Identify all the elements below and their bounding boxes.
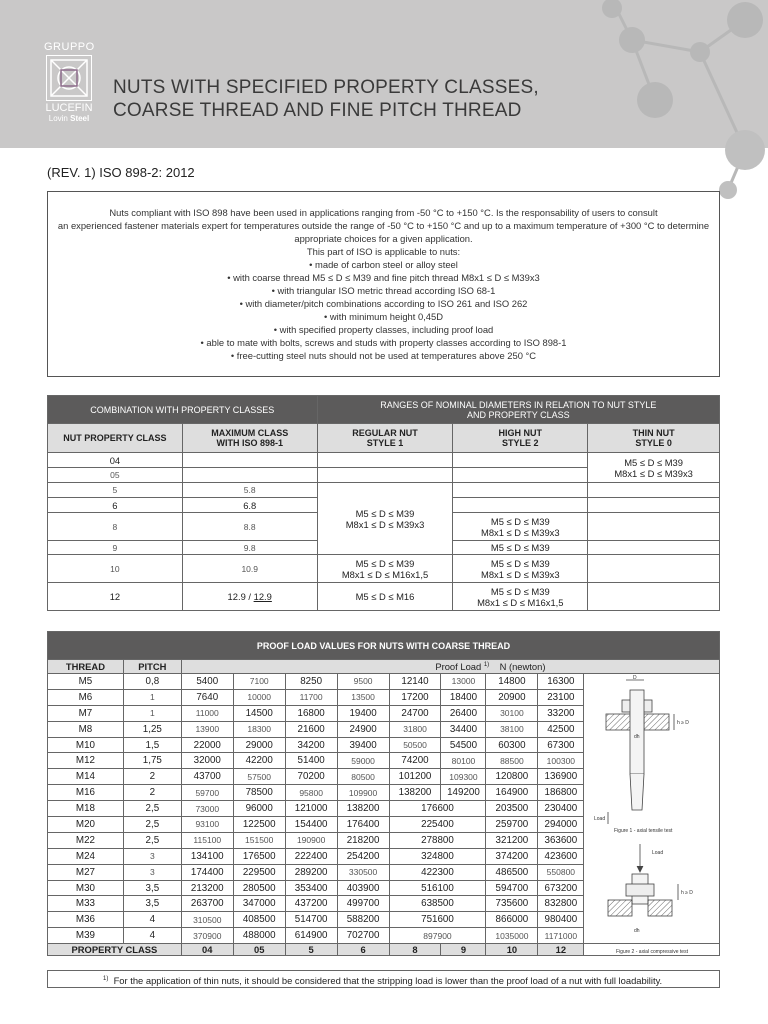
proof-load-cell: 403900 (337, 880, 389, 896)
svg-text:D: D (633, 675, 637, 681)
logo-bottom-text: LUCEFIN (45, 102, 93, 114)
proof-load-cell: 225400 (389, 817, 486, 833)
proof-load-cell: 735600 (486, 896, 538, 912)
proof-load-cell: 213200 (181, 880, 233, 896)
proof-load-cell: 751600 (389, 912, 486, 928)
col-thin-nut: THIN NUT STYLE 0 (588, 424, 720, 453)
proof-load-cell: 93100 (181, 817, 233, 833)
proof-load-cell: 51400 (285, 753, 337, 769)
proof-load-cell: 13000 (441, 674, 486, 690)
proof-load-cell: 14800 (486, 674, 538, 690)
proof-load-cell: 638500 (389, 896, 486, 912)
proof-load-cell: 12140 (389, 674, 441, 690)
proof-load-cell: 109300 (441, 769, 486, 785)
property-class-cell: 6 (337, 944, 389, 956)
proof-load-cell: 294000 (538, 817, 584, 833)
proof-load-cell: 42200 (233, 753, 285, 769)
thread-cell: M22 (48, 832, 124, 848)
note-line: appropriate choices for a given application. (294, 233, 473, 244)
property-class-cell: 5 (285, 944, 337, 956)
proof-load-cell: 60300 (486, 737, 538, 753)
proof-load-cell: 70200 (285, 769, 337, 785)
figure2-caption: Figure 2 - axial compressive test (616, 949, 688, 955)
pitch-cell: 2,5 (123, 832, 181, 848)
note-line: • able to mate with bolts, screws and studs with property classes according to ISO 898-1 (200, 337, 567, 348)
property-class-cell: 12 (538, 944, 584, 956)
proof-load-cell: 11000 (181, 705, 233, 721)
proof-load-cell: 80500 (337, 769, 389, 785)
proof-load-cell: 9500 (337, 674, 389, 690)
proof-load-cell: 54500 (441, 737, 486, 753)
proof-load-cell: 280500 (233, 880, 285, 896)
property-class-cell: 04 (181, 944, 233, 956)
property-class-cell: 9 (441, 944, 486, 956)
proof-load-cell: 57500 (233, 769, 285, 785)
proof-load-cell: 176600 (389, 801, 486, 817)
proof-load-cell: 422300 (389, 864, 486, 880)
proof-load-cell: 203500 (486, 801, 538, 817)
property-class-label: PROPERTY CLASS (48, 944, 182, 956)
proof-load-cell: 38100 (486, 721, 538, 737)
proof-load-cell: 176500 (233, 848, 285, 864)
proof-load-cell: 39400 (337, 737, 389, 753)
thread-cell: M14 (48, 769, 124, 785)
table-row: 05 (48, 468, 720, 483)
pitch-cell: 4 (123, 912, 181, 928)
thread-cell: M30 (48, 880, 124, 896)
proof-load-cell: 263700 (181, 896, 233, 912)
proof-load-cell: 514700 (285, 912, 337, 928)
pitch-cell: 2 (123, 785, 181, 801)
proof-load-cell: 324800 (389, 848, 486, 864)
proof-load-cell: 59700 (181, 785, 233, 801)
pitch-cell: 3,5 (123, 880, 181, 896)
proof-load-cell: 138200 (337, 801, 389, 817)
proof-load-cell: 121000 (285, 801, 337, 817)
proof-load-cell: 897900 (389, 928, 486, 944)
proof-load-cell: 229500 (233, 864, 285, 880)
proof-load-cell: 164900 (486, 785, 538, 801)
logo-emblem-icon (46, 55, 92, 101)
proof-load-cell: 136900 (538, 769, 584, 785)
note-line: • free-cutting steel nuts should not be used at temperatures above 250 °C (230, 350, 537, 361)
thread-cell: M6 (48, 689, 124, 705)
proof-load-cell: 16800 (285, 705, 337, 721)
thread-cell: M24 (48, 848, 124, 864)
proof-load-cell: 673200 (538, 880, 584, 896)
proof-load-cell: 31800 (389, 721, 441, 737)
proof-load-cell: 19400 (337, 705, 389, 721)
pitch-cell: 3,5 (123, 896, 181, 912)
proof-load-cell: 100300 (538, 753, 584, 769)
proof-load-cell: 321200 (486, 832, 538, 848)
proof-load-cell: 42500 (538, 721, 584, 737)
proof-load-cell: 7640 (181, 689, 233, 705)
proof-load-cell: 218200 (337, 832, 389, 848)
svg-text:dh: dh (634, 734, 640, 740)
property-class-cell: 8 (389, 944, 441, 956)
table-row: 5 5.8 M5 ≤ D ≤ M39 M8x1 ≤ D ≤ M39x3 (48, 483, 720, 498)
proof-load-cell: 101200 (389, 769, 441, 785)
proof-load-cell: 34400 (441, 721, 486, 737)
property-class-table (47, 395, 720, 611)
proof-load-cell: 115100 (181, 832, 233, 848)
footnote: $^{1)}$ For the application of thin nuts, it should be considered that the stripping load is lower than the proof load of a nut with full loadability. (47, 970, 720, 988)
pitch-cell: 2,5 (123, 817, 181, 833)
proof-load-cell: 34200 (285, 737, 337, 753)
proof-load-cell: 588200 (337, 912, 389, 928)
property-class-cell: 10 (486, 944, 538, 956)
proof-load-cell: 516100 (389, 880, 486, 896)
proof-load-cell: 8250 (285, 674, 337, 690)
note-line: • with specified property classes, including proof load (273, 324, 494, 335)
property-class-cell: 05 (233, 944, 285, 956)
proof-load-cell: 11700 (285, 689, 337, 705)
proof-load-cell: 16300 (538, 674, 584, 690)
proof-load-cell: 278800 (389, 832, 486, 848)
note-line: an experienced fastener materials expert for temperatures outside the range of -50 °C to +150 °C and up to a maximum temperature of +300 °C to determine (57, 220, 710, 231)
header-combination: COMBINATION WITH PROPERTY CLASSES (48, 396, 318, 424)
proof-load-cell: 5400 (181, 674, 233, 690)
col-proof-load: Proof Load $^{1)}$ N (newton) (181, 660, 719, 674)
test-figures (586, 674, 719, 956)
proof-load-cell: 488000 (233, 928, 285, 944)
proof-load-cell: 702700 (337, 928, 389, 944)
proof-load-cell: 980400 (538, 912, 584, 928)
thread-cell: M33 (48, 896, 124, 912)
proof-load-cell: 96000 (233, 801, 285, 817)
proof-load-cell: 154400 (285, 817, 337, 833)
tensile-test-figure (594, 675, 689, 834)
proof-load-cell: 151500 (233, 832, 285, 848)
table-row: 04 M5 ≤ D ≤ M39 M8x1 ≤ D ≤ M39x3 (48, 453, 720, 468)
table-row: 8 8.8 M5 ≤ D ≤ M39 M8x1 ≤ D ≤ M39x3 (48, 513, 720, 541)
proof-load-cell: 21600 (285, 721, 337, 737)
proof-load-cell: 363600 (538, 832, 584, 848)
proof-load-cell: 80100 (441, 753, 486, 769)
note-line: This part of ISO is applicable to nuts: (306, 246, 461, 257)
thread-cell: M39 (48, 928, 124, 944)
proof-load-cell: 78500 (233, 785, 285, 801)
high-range: M5 ≤ D ≤ M39 M8x1 ≤ D ≤ M39x3 (453, 513, 588, 541)
pitch-cell: 0,8 (123, 674, 181, 690)
thread-cell: M18 (48, 801, 124, 817)
proof-load-cell: 134100 (181, 848, 233, 864)
proof-load-cell: 408500 (233, 912, 285, 928)
thread-cell: M16 (48, 785, 124, 801)
proof-load-cell: 353400 (285, 880, 337, 896)
pitch-cell: 2,5 (123, 801, 181, 817)
proof-load-cell: 24900 (337, 721, 389, 737)
proof-load-cell: 22000 (181, 737, 233, 753)
thread-cell: M10 (48, 737, 124, 753)
proof-load-cell: 347000 (233, 896, 285, 912)
pitch-cell: 1 (123, 705, 181, 721)
proof-load-cell: 20900 (486, 689, 538, 705)
proof-load-cell: 149200 (441, 785, 486, 801)
proof-load-cell: 26400 (441, 705, 486, 721)
proof-load-cell: 30100 (486, 705, 538, 721)
proof-load-cell: 138200 (389, 785, 441, 801)
proof-load-cell: 259700 (486, 817, 538, 833)
col-nut-class: NUT PROPERTY CLASS (48, 424, 183, 453)
proof-load-cell: 289200 (285, 864, 337, 880)
proof-load-cell: 14500 (233, 705, 285, 721)
compressive-test-figure (608, 844, 693, 955)
note-line: Nuts compliant with ISO 898 have been used in applications ranging from -50 °C to +150 °C. Is the responsability of users to consult (109, 207, 658, 218)
proof-load-cell: 43700 (181, 769, 233, 785)
regular-range: M5 ≤ D ≤ M39 M8x1 ≤ D ≤ M39x3 (317, 483, 453, 555)
table-row: 10 10.9 M5 ≤ D ≤ M39 M8x1 ≤ D ≤ M16x1,5 M5 ≤ D ≤ M39 M8x1 ≤ D ≤ M39x3 (48, 555, 720, 583)
proof-load-cell: 13500 (337, 689, 389, 705)
pitch-cell: 1 (123, 689, 181, 705)
proof-load-cell: 254200 (337, 848, 389, 864)
proof-load-cell: 594700 (486, 880, 538, 896)
col-thread: THREAD (48, 660, 124, 674)
proof-load-cell: 176400 (337, 817, 389, 833)
proof-load-cell: 29000 (233, 737, 285, 753)
proof-load-cell: 33200 (538, 705, 584, 721)
thread-cell: M8 (48, 721, 124, 737)
pitch-cell: 3 (123, 848, 181, 864)
proof-load-cell: 122500 (233, 817, 285, 833)
header-ranges: RANGES OF NOMINAL DIAMETERS IN RELATION TO NUT STYLE AND PROPERTY CLASS (317, 396, 719, 424)
proof-load-cell: 24700 (389, 705, 441, 721)
applicability-note (47, 191, 720, 377)
thread-cell: M12 (48, 753, 124, 769)
pitch-cell: 2 (123, 769, 181, 785)
proof-load-cell: 109900 (337, 785, 389, 801)
proof-load-cell: 17200 (389, 689, 441, 705)
proof-load-cell: 32000 (181, 753, 233, 769)
proof-load-cell: 18300 (233, 721, 285, 737)
proof-load-cell: 190900 (285, 832, 337, 848)
proof-load-cell: 74200 (389, 753, 441, 769)
proof-load-cell: 1171000 (538, 928, 584, 944)
proof-load-cell: 18400 (441, 689, 486, 705)
proof-load-cell: 310500 (181, 912, 233, 928)
proof-load-cell: 23100 (538, 689, 584, 705)
company-logo (44, 42, 94, 123)
proof-load-cell: 10000 (233, 689, 285, 705)
pitch-cell: 3 (123, 864, 181, 880)
table-row: 12 12.9 / 12.9 M5 ≤ D ≤ M16 M5 ≤ D ≤ M39 M8x1 ≤ D ≤ M16x1,5 (48, 583, 720, 611)
col-regular-nut: REGULAR NUT STYLE 1 (317, 424, 453, 453)
proof-load-cell: 374200 (486, 848, 538, 864)
svg-text:Load: Load (594, 816, 606, 822)
proof-load-cell: 437200 (285, 896, 337, 912)
proof-load-cell: 7100 (233, 674, 285, 690)
pitch-cell: 1,5 (123, 737, 181, 753)
note-line: • with minimum height 0,45D (324, 311, 443, 322)
thread-cell: M36 (48, 912, 124, 928)
proof-load-cell: 1035000 (486, 928, 538, 944)
logo-tagline: Lovin Steel (48, 114, 90, 123)
page-title: NUTS WITH SPECIFIED PROPERTY CLASSES, COARSE THREAD AND FINE PITCH THREAD (113, 77, 539, 121)
proof-load-cell: 50500 (389, 737, 441, 753)
proof-load-cell: 174400 (181, 864, 233, 880)
proof-load-cell: 499700 (337, 896, 389, 912)
svg-text:h ≥ D: h ≥ D (677, 720, 689, 726)
pitch-cell: 1,75 (123, 753, 181, 769)
col-pitch: PITCH (123, 660, 181, 674)
proof-load-cell: 120800 (486, 769, 538, 785)
proof-load-cell: 230400 (538, 801, 584, 817)
note-line: • with coarse thread M5 ≤ D ≤ M39 and fine pitch thread M8x1 ≤ D ≤ M39x3 (227, 272, 540, 283)
proof-load-cell: 95800 (285, 785, 337, 801)
figure1-caption: Figure 1 - axial tensile test (614, 828, 673, 834)
pitch-cell: 4 (123, 928, 181, 944)
col-max-class: MAXIMUM CLASS WITH ISO 898-1 (182, 424, 317, 453)
proof-load-cell: 423600 (538, 848, 584, 864)
thread-cell: M20 (48, 817, 124, 833)
proof-load-cell: 550800 (538, 864, 584, 880)
svg-text:Load: Load (652, 850, 664, 856)
proof-load-cell: 330500 (337, 864, 389, 880)
svg-text:h ≥ D: h ≥ D (681, 890, 693, 896)
table-row: 6 6.8 (48, 498, 720, 513)
proof-load-cell: 73000 (181, 801, 233, 817)
thread-cell: M27 (48, 864, 124, 880)
thread-cell: M7 (48, 705, 124, 721)
proof-load-cell: 370900 (181, 928, 233, 944)
proof-load-cell: 832800 (538, 896, 584, 912)
note-line: • with diameter/pitch combinations according to ISO 261 and ISO 262 (239, 298, 528, 309)
thread-cell: M5 (48, 674, 124, 690)
thin-range: M5 ≤ D ≤ M39 M8x1 ≤ D ≤ M39x3 (588, 453, 720, 483)
logo-top-text: GRUPPO (44, 41, 95, 53)
proof-load-cell: 222400 (285, 848, 337, 864)
col-high-nut: HIGH NUT STYLE 2 (453, 424, 588, 453)
table-row: 9 9.8 M5 ≤ D ≤ M39 (48, 541, 720, 555)
proof-load-cell: 186800 (538, 785, 584, 801)
proof-load-cell: 614900 (285, 928, 337, 944)
proof-load-cell: 59000 (337, 753, 389, 769)
proof-load-cell: 88500 (486, 753, 538, 769)
proof-load-cell: 67300 (538, 737, 584, 753)
proof-load-cell: 866000 (486, 912, 538, 928)
pitch-cell: 1,25 (123, 721, 181, 737)
svg-text:dh: dh (634, 928, 640, 934)
proof-load-cell: 13900 (181, 721, 233, 737)
standard-reference: (REV. 1) ISO 898-2: 2012 (47, 165, 195, 180)
note-line: • made of carbon steel or alloy steel (309, 259, 458, 270)
proof-load-title: PROOF LOAD VALUES FOR NUTS WITH COARSE THREAD (48, 632, 720, 660)
proof-load-cell: 486500 (486, 864, 538, 880)
note-line: • with triangular ISO metric thread according ISO 68-1 (271, 285, 496, 296)
